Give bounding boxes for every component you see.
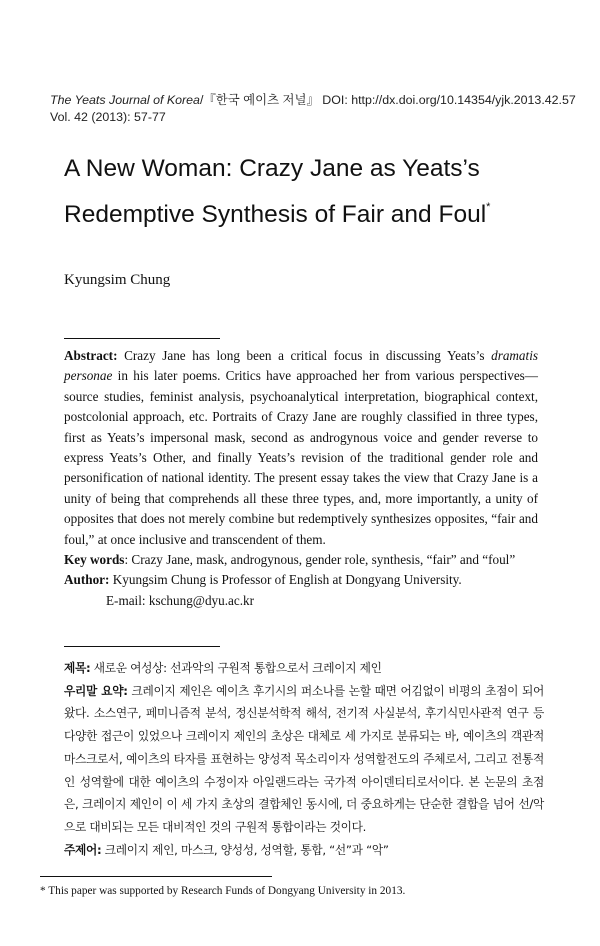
korean-summary-text: 크레이지 제인은 예이츠 후기시의 퍼소나를 논할 때면 어김없이 비평의 초점이 되어 왔다. 소스연구, 페미니즘적 분석, 정신분석학적 해석, 전기적 사실분석, 후기식민사관적 연구 등 다양한 접근이 있었으나 크레이지 제인의 초상은 대체로 세 가지로 분류되는 바, 예이츠의 객관적 마스크로서, 예이츠의 타자를 표현하는 양성적 목소리이자 성역할전도의 주체로서, 그리고 전통적인 성역할에 대한 예이츠의 수정이자 아일랜드라는 국가적 아이덴티티로서이다. 본 논문의 초점은, 크레이지 제인이 이 세 가지 초상의 결합체인 동시에, 더 중요하게는 단순한 결합을 넘어 선/악으로 대비되는 모든 대비적인 것의 구원적 통합이라는 것이다. (64, 683, 545, 834)
footnote-marker: * (486, 201, 491, 213)
doi-link[interactable]: DOI: http://dx.doi.org/10.14354/yjk.2013.42.57 (318, 93, 576, 107)
title-line-2-text: Redemptive Synthesis of Fair and Foul (64, 201, 487, 228)
abstract-paragraph (64, 346, 538, 550)
article-title (64, 150, 564, 234)
abstract-text-1: Crazy Jane has long been a critical focus in discussing Yeats’s (117, 348, 492, 363)
korean-title-line (64, 657, 544, 680)
korean-summary (64, 680, 544, 839)
journal-name: The Yeats Journal of Korea (50, 93, 200, 107)
divider-footnote (40, 876, 272, 877)
abstract-text-2: in his later poems. Critics have approached her from various perspectives—source studies, feminist analysis, psychoanalytical interpretation, biographical context, postcolonial approach, etc. Portraits of Crazy Jane are roughly classified in three types, first as Yeats’s impersonal mask, second as androgynous voice and gender reverse to express Yeats’s Other, and finally Yeats’s revision of the traditional gender role and personification of national identity. The present essay takes the view that Crazy Jane is a unity of being that comprehends all these three types, and, more importantly, a unity of opposites that does not merely combine but redemptively synthesizes opposites, “fair and foul,” at once inclusive and transcendent of them. (64, 368, 538, 547)
divider-top (64, 338, 220, 339)
keywords-line (64, 550, 538, 570)
journal-korean-name: /『한국 예이츠 저널』 (199, 93, 319, 107)
korean-summary-label: 우리말 요약: (64, 683, 128, 698)
korean-title-text: 새로운 여성상: 선과악의 구원적 통합으로서 크레이지 제인 (90, 661, 382, 675)
title-line-2 (64, 188, 564, 234)
author-line (64, 570, 538, 590)
divider-middle (64, 646, 220, 647)
abstract-italic: dramatis personae (64, 348, 538, 384)
korean-keywords-text: 크레이지 제인, 마스크, 양성성, 성역할, 통합, “선”과 “악” (101, 842, 389, 857)
abstract-label: Abstract: (64, 348, 118, 363)
author-note: Kyungsim Chung is Professor of English at Dongyang University. (109, 572, 462, 588)
korean-keywords-line (64, 839, 544, 862)
keywords-text: : Crazy Jane, mask, androgynous, gender role, synthesis, “fair” and “foul” (124, 552, 516, 568)
korean-abstract-block (64, 657, 544, 861)
korean-title-label: 제목: (64, 661, 91, 675)
journal-line (50, 92, 576, 109)
funding-footnote: * This paper was supported by Research Funds of Dongyang University in 2013. (40, 885, 406, 897)
abstract-block (64, 346, 538, 611)
korean-keywords-label: 주제어: (64, 842, 102, 857)
keywords-label: Key words (64, 552, 125, 568)
email-line[interactable]: E-mail: kschung@dyu.ac.kr (106, 592, 255, 608)
journal-citation (50, 92, 576, 126)
author-name: Kyungsim Chung (64, 272, 171, 288)
title-line-1: A New Woman: Crazy Jane as Yeats’s (64, 155, 480, 182)
author-label: Author: (64, 572, 110, 588)
volume-info: Vol. 42 (2013): 57-77 (50, 110, 166, 124)
